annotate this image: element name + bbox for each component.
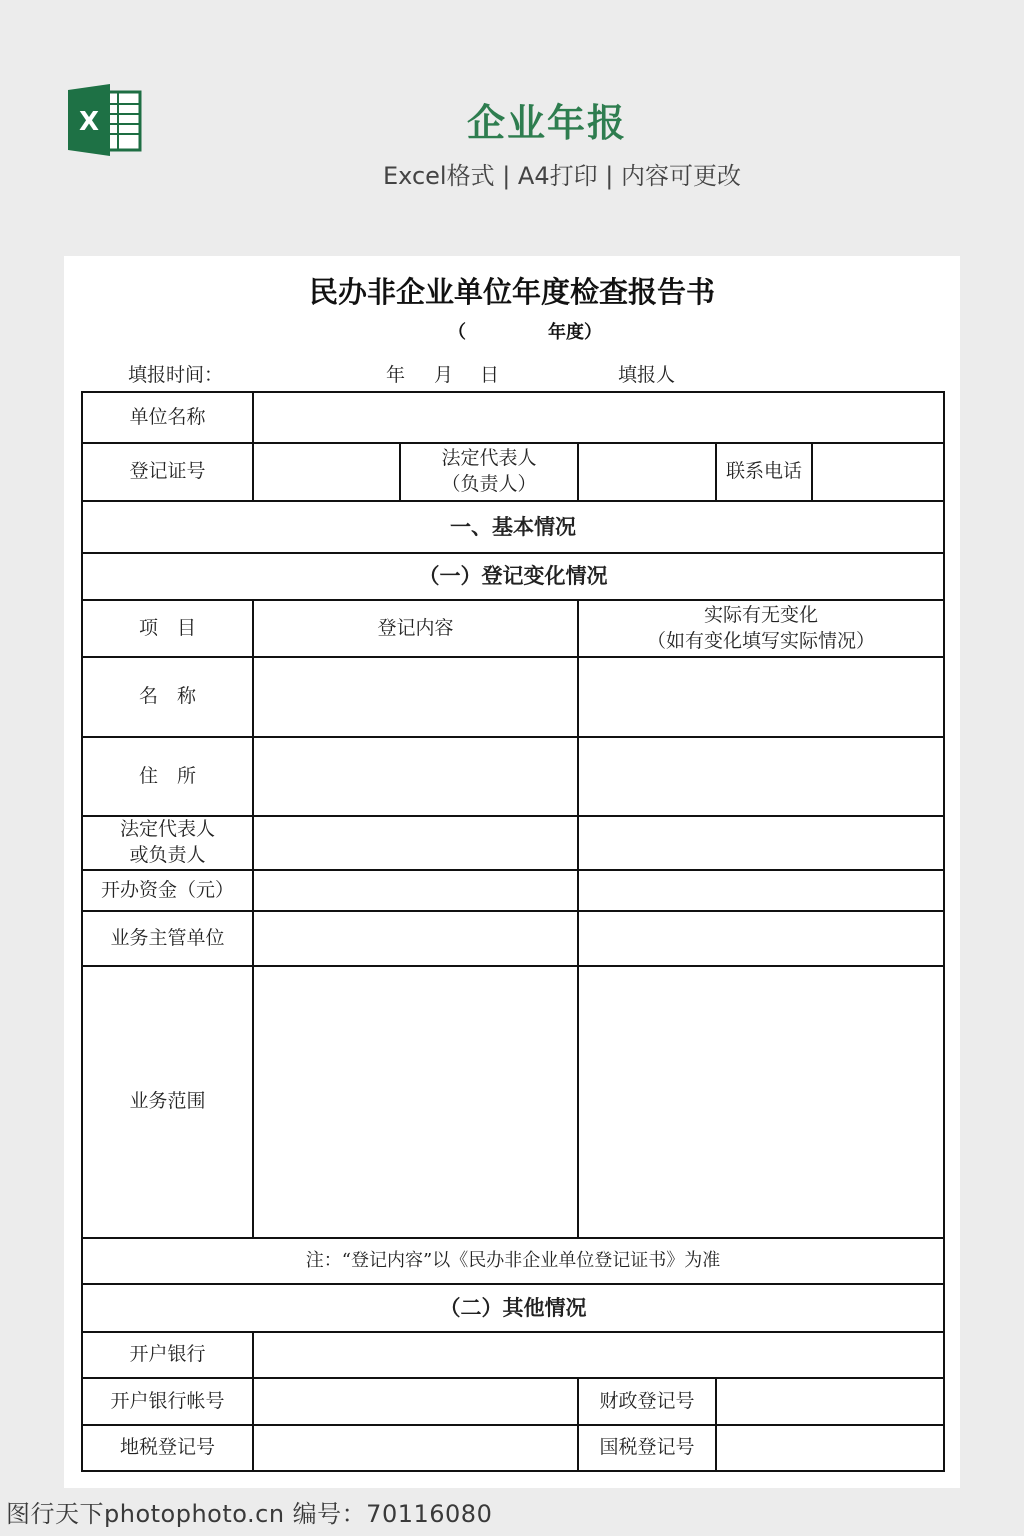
row-supervisor-label: 业务主管单位 xyxy=(82,911,253,966)
col-item-header: 项 目 xyxy=(82,600,253,657)
month-char: 月 xyxy=(434,364,454,386)
row-capital-label: 开办资金（元） xyxy=(82,870,253,911)
row-capital-change-input[interactable] xyxy=(578,870,944,911)
row-address-label: 住 所 xyxy=(82,737,253,816)
row-address-change-input[interactable] xyxy=(578,737,944,816)
page-title: 企业年报 xyxy=(466,101,627,145)
local-tax-reg-label: 地税登记号 xyxy=(82,1425,253,1471)
filler-label: 填报人 xyxy=(618,364,676,386)
row-legal-reg-input[interactable] xyxy=(253,816,578,870)
section-basic-info: 一、基本情况 xyxy=(82,501,944,553)
bank-account-label: 开户银行帐号 xyxy=(82,1378,253,1425)
legal-rep-line2: （负责人） xyxy=(441,473,537,495)
row-supervisor-reg-input[interactable] xyxy=(253,911,578,966)
national-tax-reg-input[interactable] xyxy=(716,1425,944,1471)
logo-letter: X xyxy=(78,107,100,137)
subsection-other-info: （二）其他情况 xyxy=(82,1284,944,1332)
fill-time-label: 填报时间： xyxy=(128,364,224,386)
reg-no-input[interactable] xyxy=(253,443,400,501)
local-tax-reg-input[interactable] xyxy=(253,1425,578,1471)
watermark-text: 图行天下photophoto.cn 编号：70116080 xyxy=(6,1500,493,1528)
row-name-label: 名 称 xyxy=(82,657,253,737)
registration-note: 注：“登记内容”以《民办非企业单位登记证书》为准 xyxy=(82,1238,944,1284)
legal-rep-input[interactable] xyxy=(578,443,716,501)
legal-rep-label xyxy=(400,443,578,501)
finance-reg-input[interactable] xyxy=(716,1378,944,1425)
finance-reg-label: 财政登记号 xyxy=(578,1378,716,1425)
page-subtitle: Excel格式 | A4打印 | 内容可更改 xyxy=(383,162,741,190)
col-change-line2: （如有变化填写实际情况） xyxy=(647,629,876,652)
row-capital-reg-input[interactable] xyxy=(253,870,578,911)
row-name-change-input[interactable] xyxy=(578,657,944,737)
unit-name-input[interactable] xyxy=(253,392,944,443)
row-legal-line2: 或负责人 xyxy=(129,844,206,866)
subsection-reg-changes: （一）登记变化情况 xyxy=(82,553,944,600)
national-tax-reg-label: 国税登记号 xyxy=(578,1425,716,1471)
bank-label: 开户银行 xyxy=(82,1332,253,1378)
report-form-table xyxy=(81,391,945,1472)
contact-phone-input[interactable] xyxy=(812,443,944,501)
year-open-paren: （ xyxy=(448,322,466,343)
col-change-header xyxy=(578,600,944,657)
year-label: 年度） xyxy=(548,322,602,343)
legal-rep-line1: 法定代表人 xyxy=(441,447,537,470)
contact-phone-label: 联系电话 xyxy=(716,443,812,501)
row-scope-label: 业务范围 xyxy=(82,966,253,1238)
row-supervisor-change-input[interactable] xyxy=(578,911,944,966)
col-change-line1: 实际有无变化 xyxy=(704,603,819,626)
row-legal-label xyxy=(82,816,253,870)
row-scope-reg-input[interactable] xyxy=(253,966,578,1238)
row-legal-line1: 法定代表人 xyxy=(119,818,215,841)
row-scope-change-input[interactable] xyxy=(578,966,944,1238)
day-char: 日 xyxy=(480,364,500,386)
document-title: 民办非企业单位年度检查报告书 xyxy=(308,275,715,309)
document-sheet xyxy=(64,256,960,1488)
unit-name-label: 单位名称 xyxy=(82,392,253,443)
row-legal-change-input[interactable] xyxy=(578,816,944,870)
bank-input[interactable] xyxy=(253,1332,944,1378)
row-address-reg-input[interactable] xyxy=(253,737,578,816)
year-char: 年 xyxy=(386,364,406,386)
col-reg-content-header: 登记内容 xyxy=(253,600,578,657)
row-name-reg-input[interactable] xyxy=(253,657,578,737)
bank-account-input[interactable] xyxy=(253,1378,578,1425)
reg-no-label: 登记证号 xyxy=(82,443,253,501)
